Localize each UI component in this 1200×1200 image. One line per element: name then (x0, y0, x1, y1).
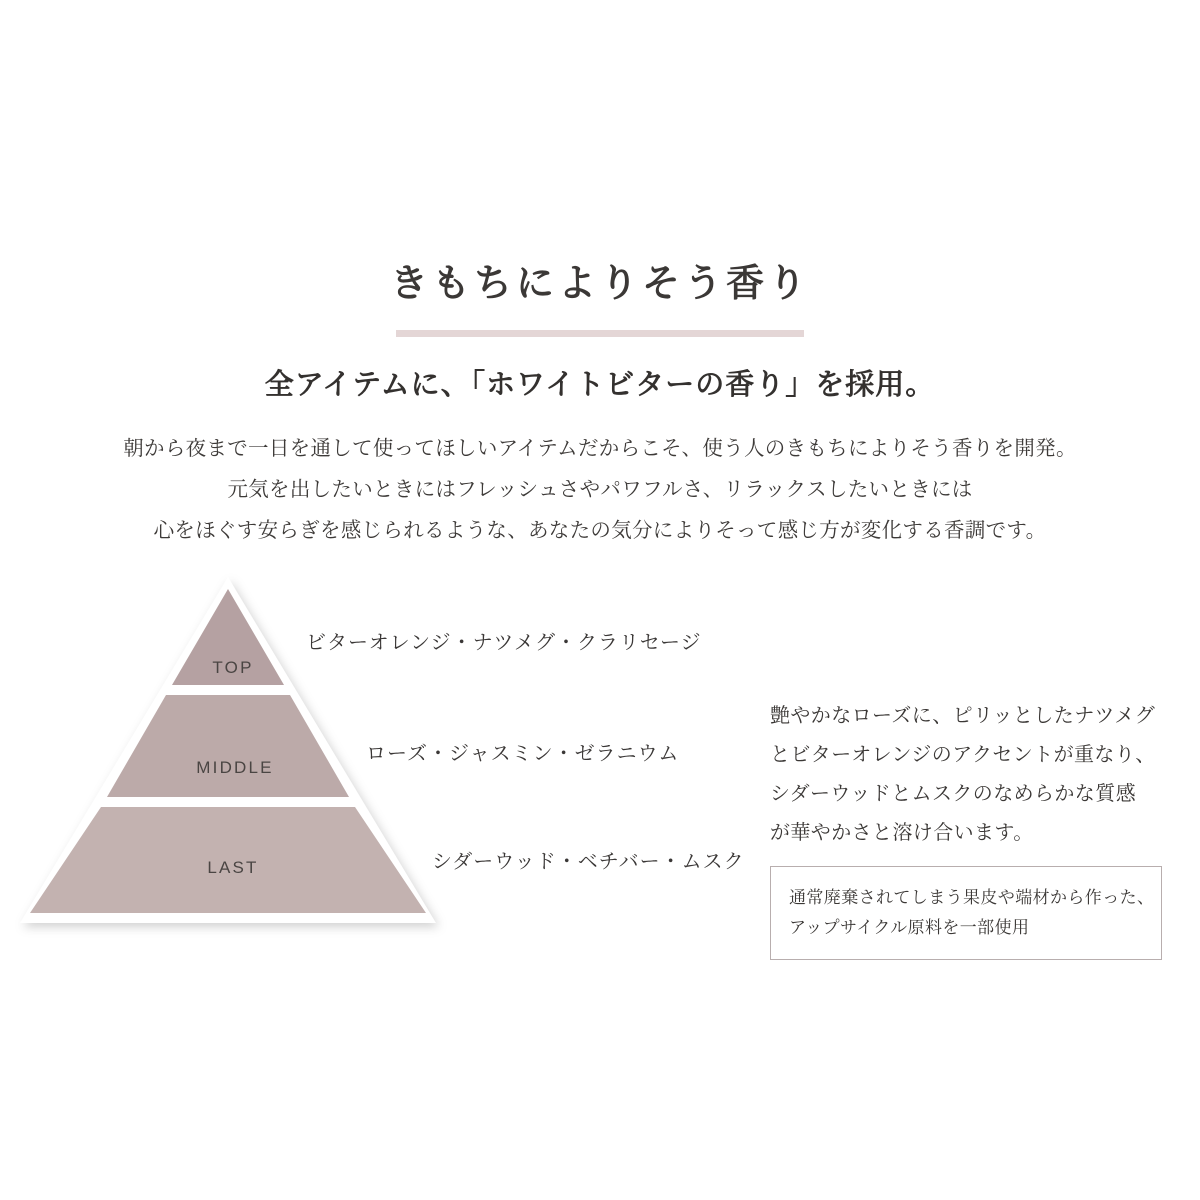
lead-line-3: 心をほぐす安らぎを感じられるような、あなたの気分によりそって感じ方が変化する香調です。 (153, 519, 1047, 542)
lead-line-1: 朝から夜まで一日を通して使ってほしいアイテムだからこそ、使う人のきもちによりそう香りを開発。 (123, 437, 1077, 460)
page-title: きもちによりそう香り (389, 263, 810, 305)
fragrance-pyramid-diagram (0, 575, 760, 935)
lead-paragraph (60, 428, 1140, 551)
lead-line-2: 元気を出したいときにはフレッシュさやパワフルさ、リラックスしたいときには (227, 478, 973, 501)
scent-description-line-4: が華やかさと溶け合います。 (770, 822, 1034, 844)
pyramid-tier-label-last: LAST (207, 858, 259, 877)
subtitle: 全アイテムに、「ホワイトビターの香り」を採用。 (264, 369, 936, 401)
pyramid-tier-label-middle: MIDDLE (196, 758, 274, 777)
callout-line-1: 通常廃棄されてしまう果皮や端材から作った、 (789, 888, 1155, 907)
scent-description-line-3: シダーウッドとムスクのなめらかな質感 (770, 783, 1136, 805)
scent-description (770, 697, 1170, 853)
pyramid-tier-label-top: TOP (212, 658, 254, 677)
scent-description-line-1: 艶やかなローズに、ピリッとしたナツメグ (770, 705, 1156, 727)
upcycled-ingredients-callout (770, 866, 1162, 960)
pyramid-notes-top: ビターオレンジ・ナツメグ・クラリセージ (306, 632, 702, 654)
page-title-wrap (0, 262, 1200, 318)
page-title-underline (396, 330, 804, 337)
pyramid-notes-middle: ローズ・ジャスミン・ゼラニウム (366, 743, 680, 765)
scent-description-line-2: とビターオレンジのアクセントが重なり、 (770, 744, 1156, 766)
pyramid-notes-last: シダーウッド・ベチバー・ムスク (432, 851, 745, 873)
callout-line-2: アップサイクル原料を一部使用 (789, 917, 1030, 937)
